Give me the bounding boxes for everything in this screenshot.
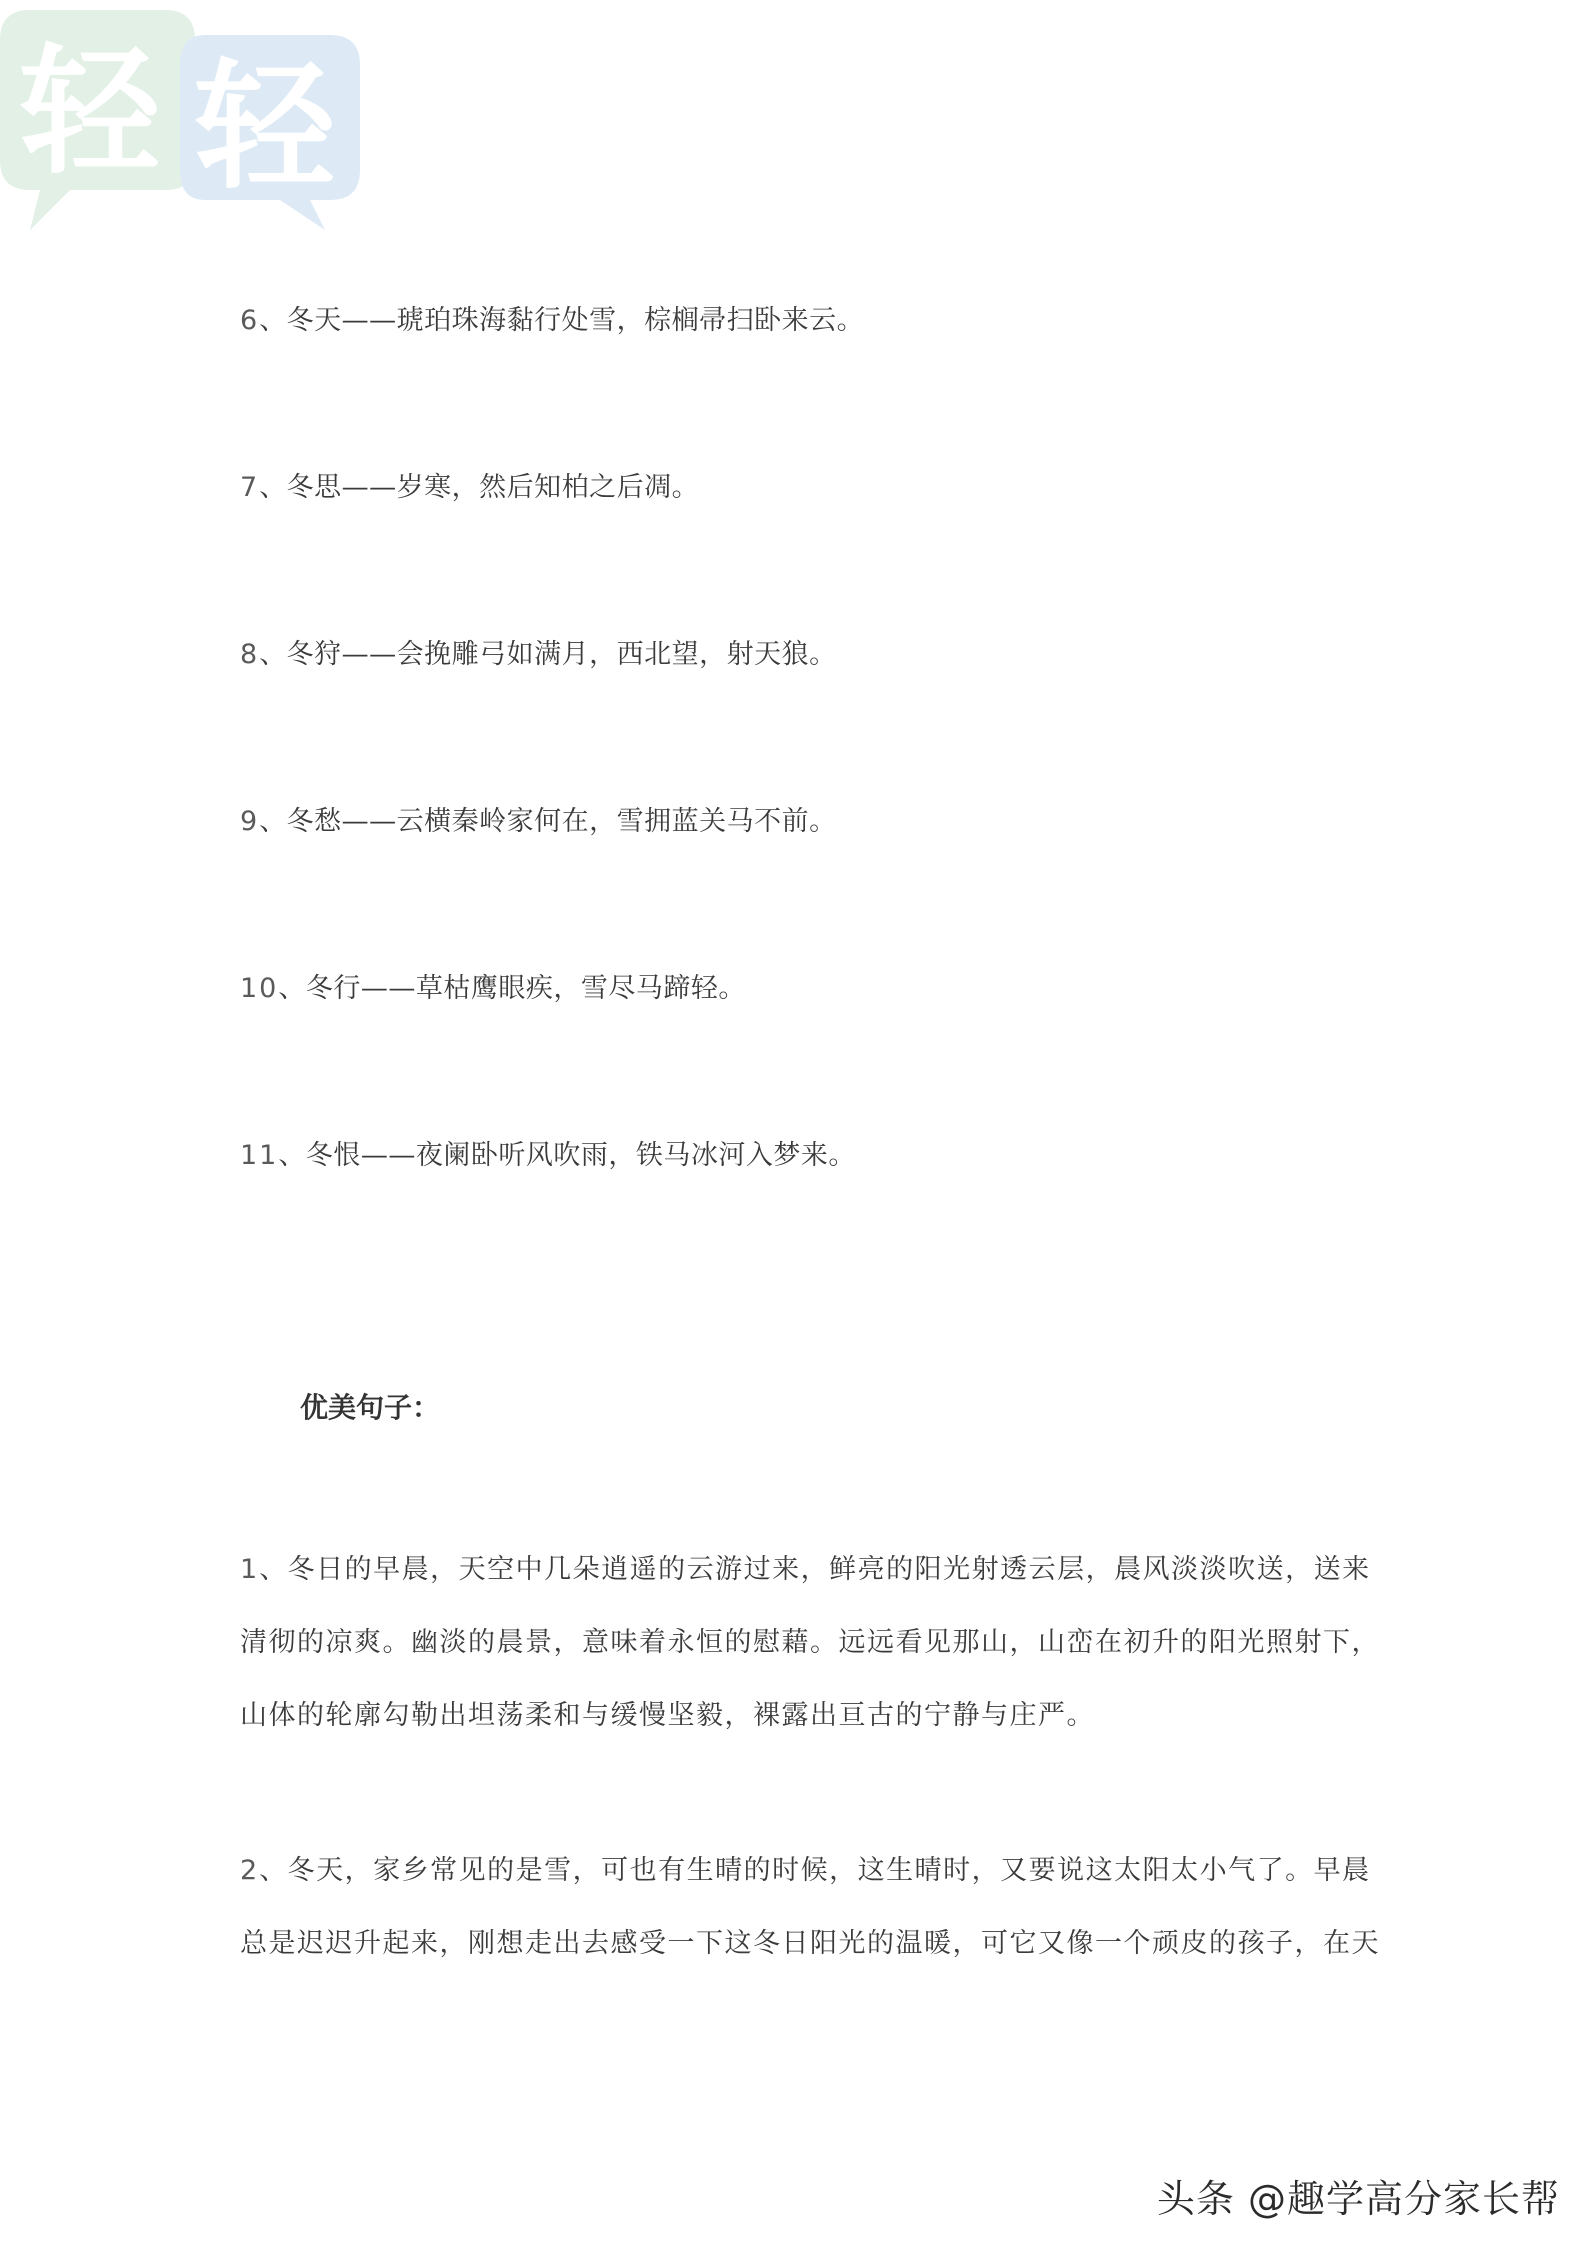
logo-char-left: 轻 — [20, 31, 161, 194]
list-item — [240, 301, 864, 341]
list-item — [240, 802, 837, 842]
paragraph-line — [240, 1851, 1371, 1891]
paragraph-text: 、冬天，家乡常见的是雪，可也有生晴的时候，这生晴时，又要说这太阳太小气了。早晨 — [259, 1855, 1371, 1886]
item-text: 、冬天——琥珀珠海黏行处雪，棕榈帚扫卧来云。 — [259, 305, 865, 336]
list-item — [240, 1136, 856, 1176]
item-number: 6 — [240, 305, 260, 336]
paragraph-text: 、冬日的早晨，天空中几朵逍遥的云游过来，鲜亮的阳光射透云层，晨风淡淡吹送，送来 — [259, 1554, 1371, 1585]
paragraph-text: 总是迟迟升起来，刚想走出去感受一下这冬日阳光的温暖，可它又像一个顽皮的孩子，在天 — [240, 1928, 1380, 1959]
paragraph-line — [240, 1623, 1380, 1663]
paragraph-number: 2 — [240, 1855, 260, 1886]
paragraph-line — [240, 1696, 1095, 1736]
watermark: 头条 @趣学高分家长帮 — [1156, 2177, 1560, 2221]
item-text: 、冬恨——夜阑卧听风吹雨，铁马冰河入梦来。 — [278, 1140, 856, 1171]
item-text: 、冬愁——云横秦岭家何在，雪拥蓝关马不前。 — [259, 806, 837, 837]
paragraph-line — [240, 1924, 1380, 1964]
item-number: 9 — [240, 806, 260, 837]
item-number: 7 — [240, 472, 260, 503]
paragraph-line — [240, 1550, 1371, 1590]
list-item — [240, 635, 837, 675]
item-text: 、冬思——岁寒，然后知柏之后凋。 — [259, 472, 700, 503]
section-heading: 优美句子： — [300, 1391, 441, 1424]
item-number: 8 — [240, 639, 260, 670]
item-number: 10 — [240, 973, 279, 1004]
list-item — [240, 468, 699, 508]
logo-char-right: 轻 — [195, 46, 336, 209]
item-number: 11 — [240, 1140, 279, 1171]
paragraph-number: 1 — [240, 1554, 260, 1585]
list-item — [240, 969, 746, 1009]
paragraph-text: 清彻的凉爽。幽淡的晨景，意味着永恒的慰藉。远远看见那山，山峦在初升的阳光照射下， — [240, 1627, 1380, 1658]
item-text: 、冬狩——会挽雕弓如满月，西北望，射天狼。 — [259, 639, 837, 670]
item-text: 、冬行——草枯鹰眼疾，雪尽马蹄轻。 — [278, 973, 746, 1004]
paragraph-text: 山体的轮廓勾勒出坦荡柔和与缓慢坚毅，裸露出亘古的宁静与庄严。 — [240, 1700, 1095, 1731]
